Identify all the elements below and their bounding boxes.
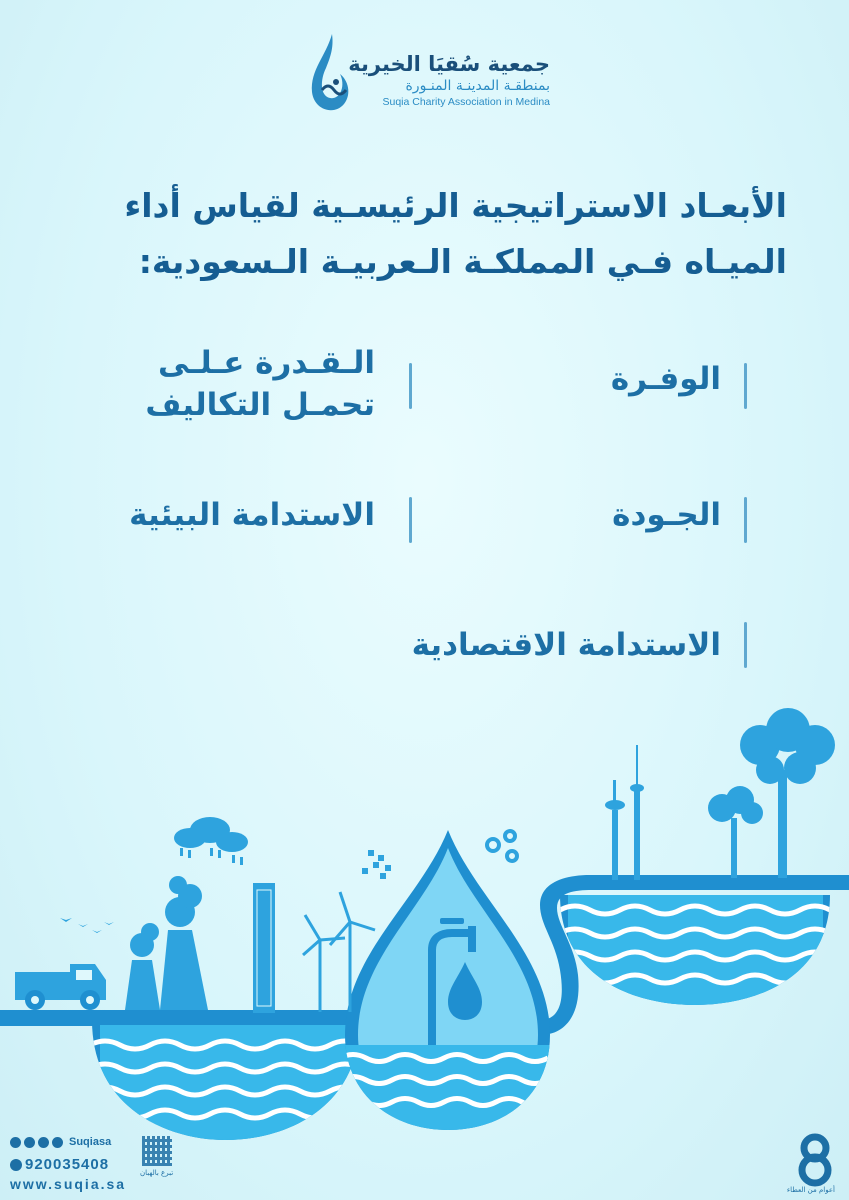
title-line-2: الميـاه فـي المملكـة الـعربيـة الـسعودية:	[138, 242, 787, 281]
pixel-grid-icon	[362, 850, 391, 879]
social-links	[10, 1136, 111, 1148]
instagram-icon[interactable]	[24, 1137, 35, 1148]
city-towers-icon	[605, 745, 644, 880]
trees-icon	[708, 708, 835, 878]
divider-bar	[744, 622, 747, 668]
gear-icon	[487, 831, 517, 861]
contact-footer	[10, 1136, 210, 1196]
left-basin-water	[90, 1025, 360, 1140]
divider-bar	[409, 363, 412, 409]
divider-bar	[744, 363, 747, 409]
dimension-economic: الاستدامة الاقتصادية	[411, 627, 721, 663]
website-link[interactable]: www.suqia.sa	[10, 1176, 127, 1192]
anniversary-badge-icon	[795, 1130, 835, 1190]
factory-icon	[125, 876, 208, 1010]
org-name-en: Suqia Charity Association in Medina	[382, 96, 550, 108]
dimension-abundance: الوفـرة	[610, 361, 721, 397]
right-basin-water	[560, 895, 830, 1005]
org-region-ar: بمنطقـة المدينـة المنـورة	[405, 78, 550, 94]
water-infrastructure-illustration	[0, 700, 849, 1150]
page-title	[67, 178, 787, 290]
snapchat-icon[interactable]	[38, 1137, 49, 1148]
phone-icon	[10, 1159, 22, 1171]
qr-caption: تبرع بالهبان	[140, 1169, 174, 1177]
drop-water	[340, 1045, 555, 1135]
affordability-line-2: تحمـل التكاليف	[145, 387, 375, 423]
dimension-quality: الجـودة	[612, 497, 721, 533]
dimension-affordability	[145, 342, 375, 426]
truck-icon	[15, 964, 106, 1010]
rain-cloud-icon	[174, 817, 248, 865]
org-logo	[300, 30, 550, 120]
tower-building-icon	[253, 883, 275, 1013]
dimension-environmental: الاستدامة البيئية	[129, 497, 375, 533]
affordability-line-1: الـقـدرة عـلـى	[158, 345, 375, 381]
title-line-1: الأبعـاد الاستراتيجية الرئيسـية لقياس أداء	[124, 186, 787, 225]
org-name-ar: جمعية سُقيَا الخيرية	[348, 52, 550, 76]
phone-number[interactable]: 920035408	[10, 1156, 109, 1173]
divider-bar	[744, 497, 747, 543]
qr-code	[142, 1136, 172, 1166]
badge-caption: أعوام من العطاء	[786, 1186, 835, 1194]
birds-icon	[60, 918, 114, 933]
youtube-icon[interactable]	[52, 1137, 63, 1148]
social-handle: Suqiasa	[69, 1136, 112, 1148]
x-icon[interactable]	[10, 1137, 21, 1148]
divider-bar	[409, 497, 412, 543]
